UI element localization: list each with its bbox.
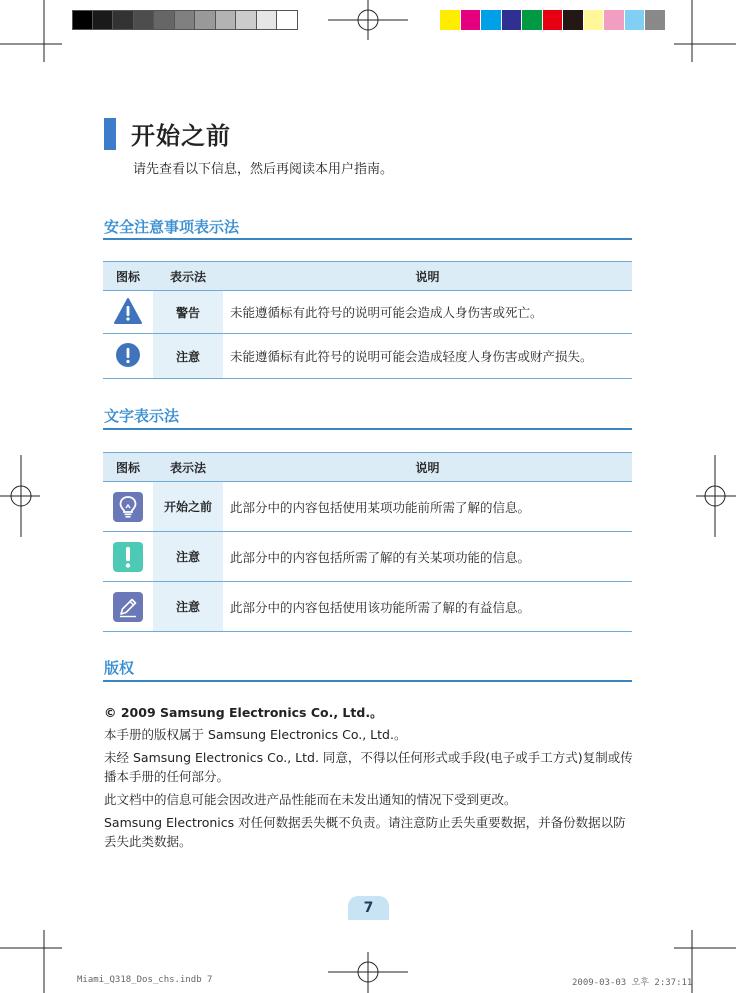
page-title: 开始之前 [131, 122, 231, 150]
section-rule [103, 238, 632, 240]
footer-timestamp: 2009-03-03 오후 2:37:11 [572, 978, 693, 988]
text-table [103, 452, 632, 632]
table-header [103, 452, 632, 482]
copyright-owner: 本手册的版权属于 Samsung Electronics Co., Ltd.。 [104, 727, 407, 742]
table-row [103, 532, 632, 582]
row-desc: 此部分中的内容包括所需了解的有关某项功能的信息。 [230, 549, 531, 565]
table-row [103, 582, 632, 632]
warning-triangle-icon [113, 297, 143, 328]
table-row [103, 482, 632, 532]
text-section-title: 文字表示法 [104, 407, 180, 425]
copyright-section-title: 版权 [104, 659, 135, 677]
copyright-notice: © 2009 Samsung Electronics Co., Ltd.。 [104, 705, 383, 720]
pencil-note-icon [113, 592, 143, 622]
exclamation-icon [113, 542, 143, 572]
section-rule [103, 680, 632, 682]
method-label: 开始之前 [153, 482, 223, 531]
row-desc: 此部分中的内容包括使用某项功能前所需了解的信息。 [230, 499, 531, 515]
method-label: 注意 [153, 582, 223, 631]
header-desc: 说明 [415, 460, 440, 475]
safety-section-title: 安全注意事项表示法 [104, 218, 240, 236]
header-icon: 图标 [115, 269, 140, 284]
copyright-liability: Samsung Electronics 对任何数据丢失概不负责。请注意防止丢失重要数据，并备份数据以防丢失此类数据。 [104, 815, 626, 849]
table-header [103, 261, 632, 291]
method-label: 警告 [153, 291, 223, 333]
row-desc: 此部分中的内容包括使用该功能所需了解的有益信息。 [230, 599, 531, 615]
header-icon: 图标 [115, 460, 140, 475]
row-desc: 未能遵循标有此符号的说明可能会造成人身伤害或死亡。 [230, 305, 543, 320]
footer-filename: Miami_Q318_Dos_chs.indb 7 [77, 975, 213, 985]
table-row [103, 334, 632, 379]
copyright-change-notice: 此文档中的信息可能会因改进产品性能而在未发出通知的情况下受到更改。 [104, 792, 517, 807]
caution-circle-icon [115, 342, 141, 371]
method-label: 注意 [153, 532, 223, 581]
section-rule [103, 428, 632, 430]
method-label: 注意 [153, 334, 223, 378]
intro-text: 请先查看以下信息，然后再阅读本用户指南。 [133, 162, 394, 177]
copyright-restriction: 未经 Samsung Electronics Co., Ltd. 同意，不得以任何形式或手段(电子或手工方式)复制或传播本手册的任何部分。 [104, 750, 633, 784]
safety-table [103, 261, 632, 379]
title-accent-bar [104, 118, 116, 150]
lightbulb-icon [113, 492, 143, 522]
header-desc: 说明 [415, 269, 440, 284]
header-method: 表示法 [169, 460, 206, 475]
page-number: 7 [348, 896, 389, 920]
row-desc: 未能遵循标有此符号的说明可能会造成轻度人身伤害或财产损失。 [230, 349, 593, 364]
table-row [103, 291, 632, 334]
header-method: 表示法 [169, 269, 206, 284]
